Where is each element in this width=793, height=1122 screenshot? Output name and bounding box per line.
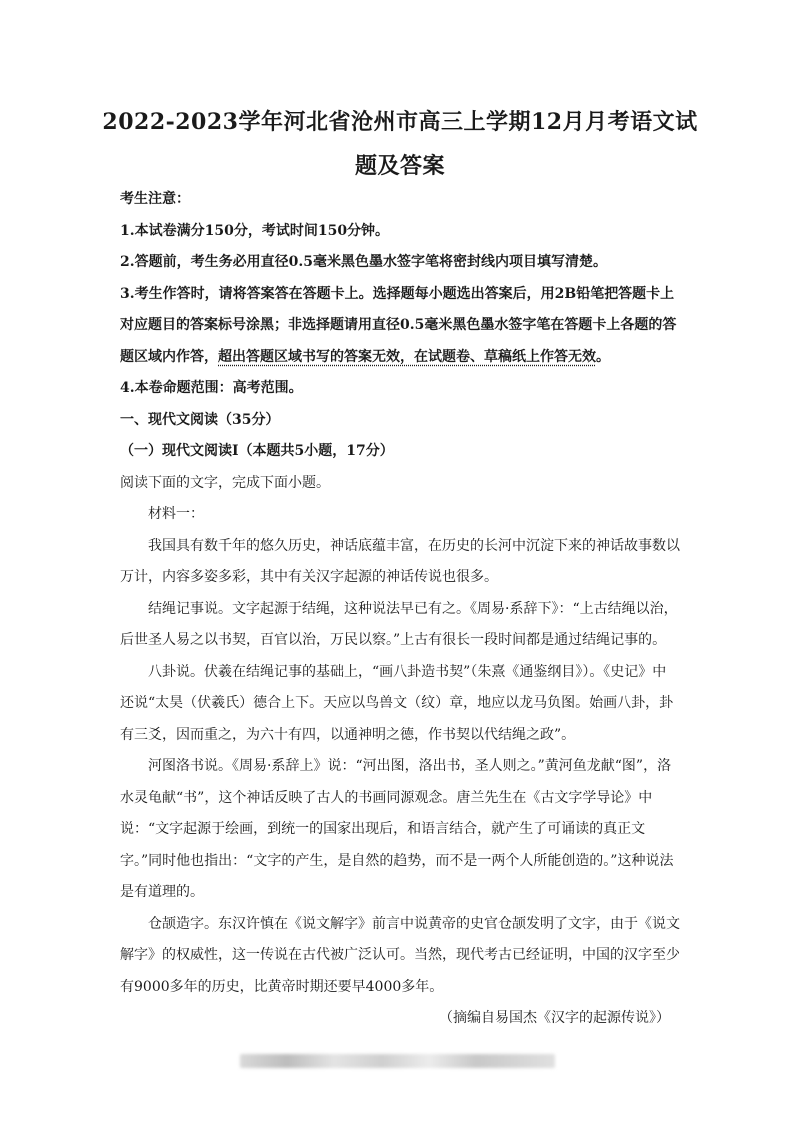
notice-item-3-emphasis: 超出答题区域书写的答案无效，在试题卷、草稿纸上作答无效 — [218, 348, 596, 365]
blurred-footer — [240, 1054, 555, 1068]
title-line-2: 题及答案 — [354, 153, 445, 179]
source-citation: （摘编自易国杰《汉字的起源传说》） — [439, 1010, 670, 1026]
paragraph: 八卦说。伏羲在结绳记事的基础上，“画八卦造书契”（朱熹《通鉴纲目》）。《史记》中还说“太昊（伏羲氏）德合上下。天应以鸟兽文（纹）章，地应以龙马负图。始画八卦，卦有三爻，因而重之，为六十有四，以通神明之德，作书契以代结绳之政”。 — [120, 663, 674, 743]
notice-item-3-text: 3.考生作答时，请将答案答在答题卡上。选择题每小题选出答案后，用2B铅笔把答题卡上对应题目的答案标号涂黑；非选择题请用直径0.5毫米黑色墨水签字笔在答题卡上各题的答题区域内作答， — [120, 285, 677, 365]
notice-item-3-end: 。 — [596, 348, 610, 365]
paragraph: 结绳记事说。文字起源于结绳，这种说法早已有之。《周易·系辞下》：“上古结绳以治，后世圣人易之以书契，百官以治，万民以察。”上古有很长一段时间都是通过结绳记事的。 — [120, 600, 678, 648]
title-line-1: 2022-2023学年河北省沧州市高三上学期12月月考语文试 — [102, 109, 698, 135]
notice-item-4: 4.本卷命题范围：高考范围。 — [120, 380, 303, 396]
notice-item-2: 2.答题前，考生务必用直径0.5毫米黑色墨水签字笔将密封线内项目填写清楚。 — [120, 254, 607, 270]
notice-item-3 — [120, 279, 680, 374]
paragraph: 河图洛书说。《周易·系辞上》说：“河出图，洛出书，圣人则之。”黄河鱼龙献“图”，洛水灵龟献“书”，这个神话反映了古人的书画同源观念。唐兰先生在《古文字学导论》中说：“文字起源于绘画，到统一的国家出现后，和语言结合，就产生了可诵读的真正文字。”同时他也指出：“文字的产生，是自然的趋势，而不是一两个人所能创造的。”这种说法是有道理的。 — [120, 758, 674, 900]
notice-header: 考生注意： — [120, 191, 190, 207]
page-title — [100, 100, 700, 188]
subsection-heading: （一）现代文阅读Ⅰ（本题共5小题，17分） — [120, 443, 394, 459]
exam-content — [120, 184, 680, 1035]
paragraph: 我国具有数千年的悠久历史，神话底蕴丰富，在历史的长河中沉淀下来的神话故事数以万计，内容多姿多彩，其中有关汉字起源的神话传说也很多。 — [120, 537, 680, 585]
material-label: 材料一： — [148, 506, 204, 522]
instruction-text: 阅读下面的文字，完成下面小题。 — [120, 474, 330, 491]
notice-item-1: 1.本试卷满分150分，考试时间150分钟。 — [120, 222, 390, 239]
paragraph: 仓颉造字。东汉许慎在《说文解字》前言中说黄帝的史官仓颉发明了文字，由于《说文解字》的权威性，这一传说在古代被广泛认可。当然，现代考古已经证明，中国的汉字至少有9000多年的历史，比黄帝时期还要早4000多年。 — [120, 915, 680, 995]
section-heading: 一、现代文阅读（35分） — [120, 411, 280, 428]
